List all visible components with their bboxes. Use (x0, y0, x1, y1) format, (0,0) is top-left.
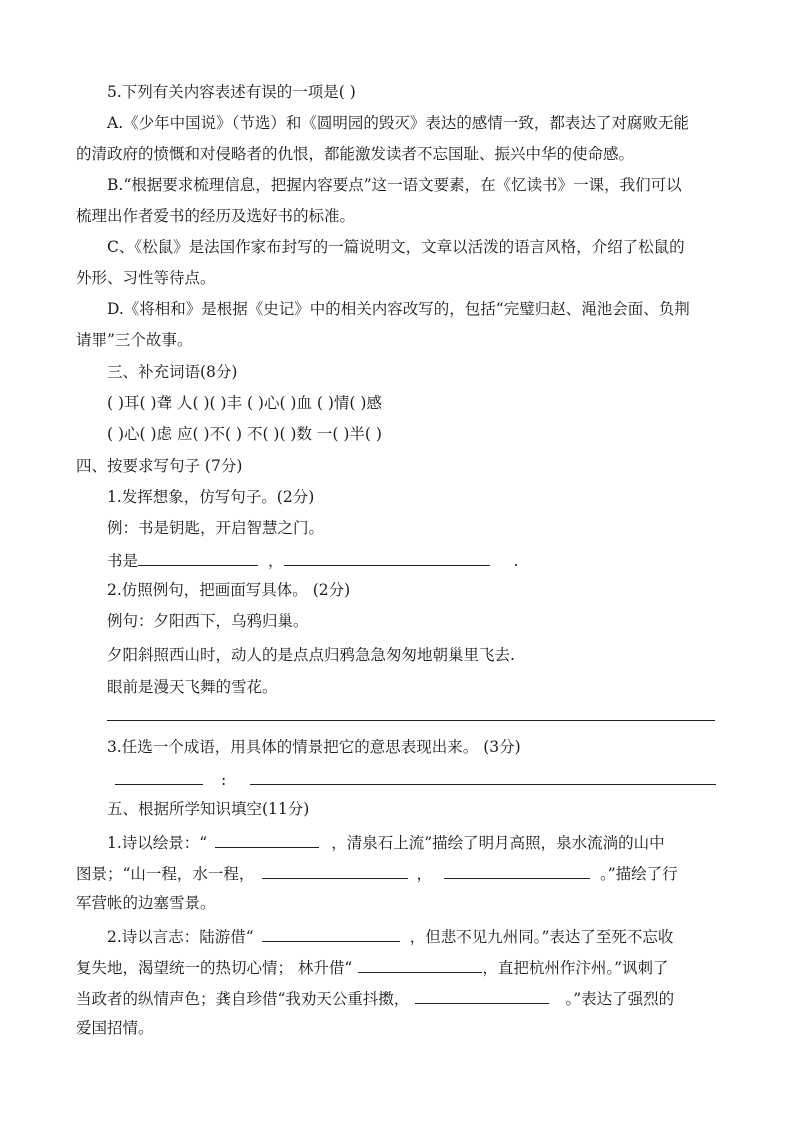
s5-p1-text-e: 。”描绘了行 (599, 865, 678, 883)
q5-option-c-line2: 外形、习性等待点。 (76, 269, 216, 287)
s5-p2-line3 (76, 987, 674, 1009)
s5-p1-blank-1[interactable] (215, 831, 319, 848)
s4-q1-example: 例：书是钥匙，开启智慧之门。 (107, 519, 325, 537)
s4-q1-prompt: 1.发挥想象，仿写句子。(2分) (107, 488, 315, 506)
s4-q2-answer-rule[interactable] (107, 720, 715, 721)
s5-p1-line2 (76, 862, 678, 884)
s4-q2-expanded-example: 夕阳斜照西山时，动人的是点点归鸦急急匆匆地朝巢里飞去. (107, 646, 515, 664)
s4-q3-answer-line (115, 768, 716, 790)
s4-q3-prompt: 3.任选一个成语，用具体的情景把它的意思表现出来。 (3分) (107, 738, 521, 756)
s5-p1-line1 (107, 831, 665, 853)
s5-p2-text-d: ，直把杭州作汴州。”讽刺了 (482, 959, 669, 977)
s5-p2-text-f: 。”表达了强烈的 (565, 990, 675, 1008)
q5-option-a-line1: A.《少年中国说》（节选）和《圆明园的毁灭》表达的感情一致，都表达了对腐败无能 (107, 114, 689, 132)
s4-q1-blank-1[interactable] (138, 549, 258, 566)
s5-p2-text-c: 复失地，渴望统一的热切心情； 林升借“ (76, 959, 353, 977)
s5-p2-line1 (107, 925, 673, 947)
s4-q1-end: . (513, 552, 519, 570)
q5-option-c-line1: C、《松鼠》是法国作家布封写的一篇说明文，文章以活泼的语言风格，介绍了松鼠的 (107, 238, 685, 256)
s5-p2-blank-3[interactable] (415, 987, 549, 1004)
s4-q1-comma: ， (268, 552, 284, 570)
section3-title: 三、补充词语(8分) (107, 363, 238, 381)
s4-q3-idiom-blank[interactable] (115, 768, 203, 785)
q5-option-d-line2: 请罪”三个故事。 (76, 331, 193, 349)
s5-p1-text-c: 图景；“山一程，水一程， (76, 865, 255, 883)
s5-p2-line4: 爱国招情。 (76, 1019, 154, 1037)
s5-p1-text-b: ，清泉石上流”描绘了明月高照，泉水流淌的山中 (331, 834, 665, 852)
s4-q1-blank-2[interactable] (284, 549, 490, 566)
s4-q2-task: 眼前是漫天飞舞的雪花。 (107, 678, 278, 696)
s4-q2-prompt: 2.仿照例句，把画面写具体。 (2分) (107, 581, 351, 599)
s5-p2-blank-2[interactable] (358, 956, 482, 973)
s5-p2-text-e: 当政者的纵情声色；龚自珍借“我劝天公重抖擞， (76, 990, 410, 1008)
s4-q2-example: 例句：夕阳西下，乌鸦归巢。 (107, 612, 309, 630)
q5-option-b-line1: B.“根据要求梳理信息，把握内容要点”这一语文要素，在《忆读书》一课，我们可以 (107, 176, 682, 194)
s4-q3-colon: : (221, 771, 227, 789)
s4-q1-prefix: 书是 (107, 552, 139, 570)
q5-option-a-line2: 的清政府的愤慨和对侵略者的仇恨，都能激发读者不忘国耻、振兴中华的使命感。 (76, 145, 635, 163)
q5-stem: 5.下列有关内容表述有误的一项是( ) (107, 83, 356, 101)
section4-title: 四、按要求写句子 (7分) (76, 457, 243, 475)
s5-p2-text-a: 2.诗以言志：陆游借“ (107, 928, 254, 946)
s5-p1-text-a: 1.诗以绘景：“ (107, 834, 208, 852)
q5-option-b-line2: 梳理出作者爱书的经历及选好书的标准。 (76, 207, 356, 225)
s4-q1-answer-line (107, 549, 518, 571)
section3-word-row-1: ( )耳( )聋 人( )( )丰 ( )心( )血 ( )情( )感 (107, 394, 382, 412)
s4-q3-scene-blank[interactable] (250, 768, 716, 785)
section3-word-row-2: ( )心( )虑 应( )不( ) 不( )( )数 一( )半( ) (107, 425, 382, 443)
s5-p2-text-b: ，但悲不见九州同。”表达了至死不忘收 (409, 928, 674, 946)
s5-p1-text-d: ， (416, 865, 432, 883)
s5-p1-blank-2[interactable] (262, 862, 408, 879)
section5-title: 五、根据所学知识填空(11分) (107, 800, 310, 818)
s5-p1-line3: 军营帐的边塞雪景。 (76, 894, 216, 912)
s5-p1-blank-3[interactable] (444, 862, 590, 879)
s5-p2-blank-1[interactable] (262, 925, 400, 942)
s5-p2-line2 (76, 956, 669, 978)
q5-option-d-line1: D.《将相和》是根据《史记》中的相关内容改写的，包括“完璧归赵、渑池会面、负荆 (107, 300, 690, 318)
